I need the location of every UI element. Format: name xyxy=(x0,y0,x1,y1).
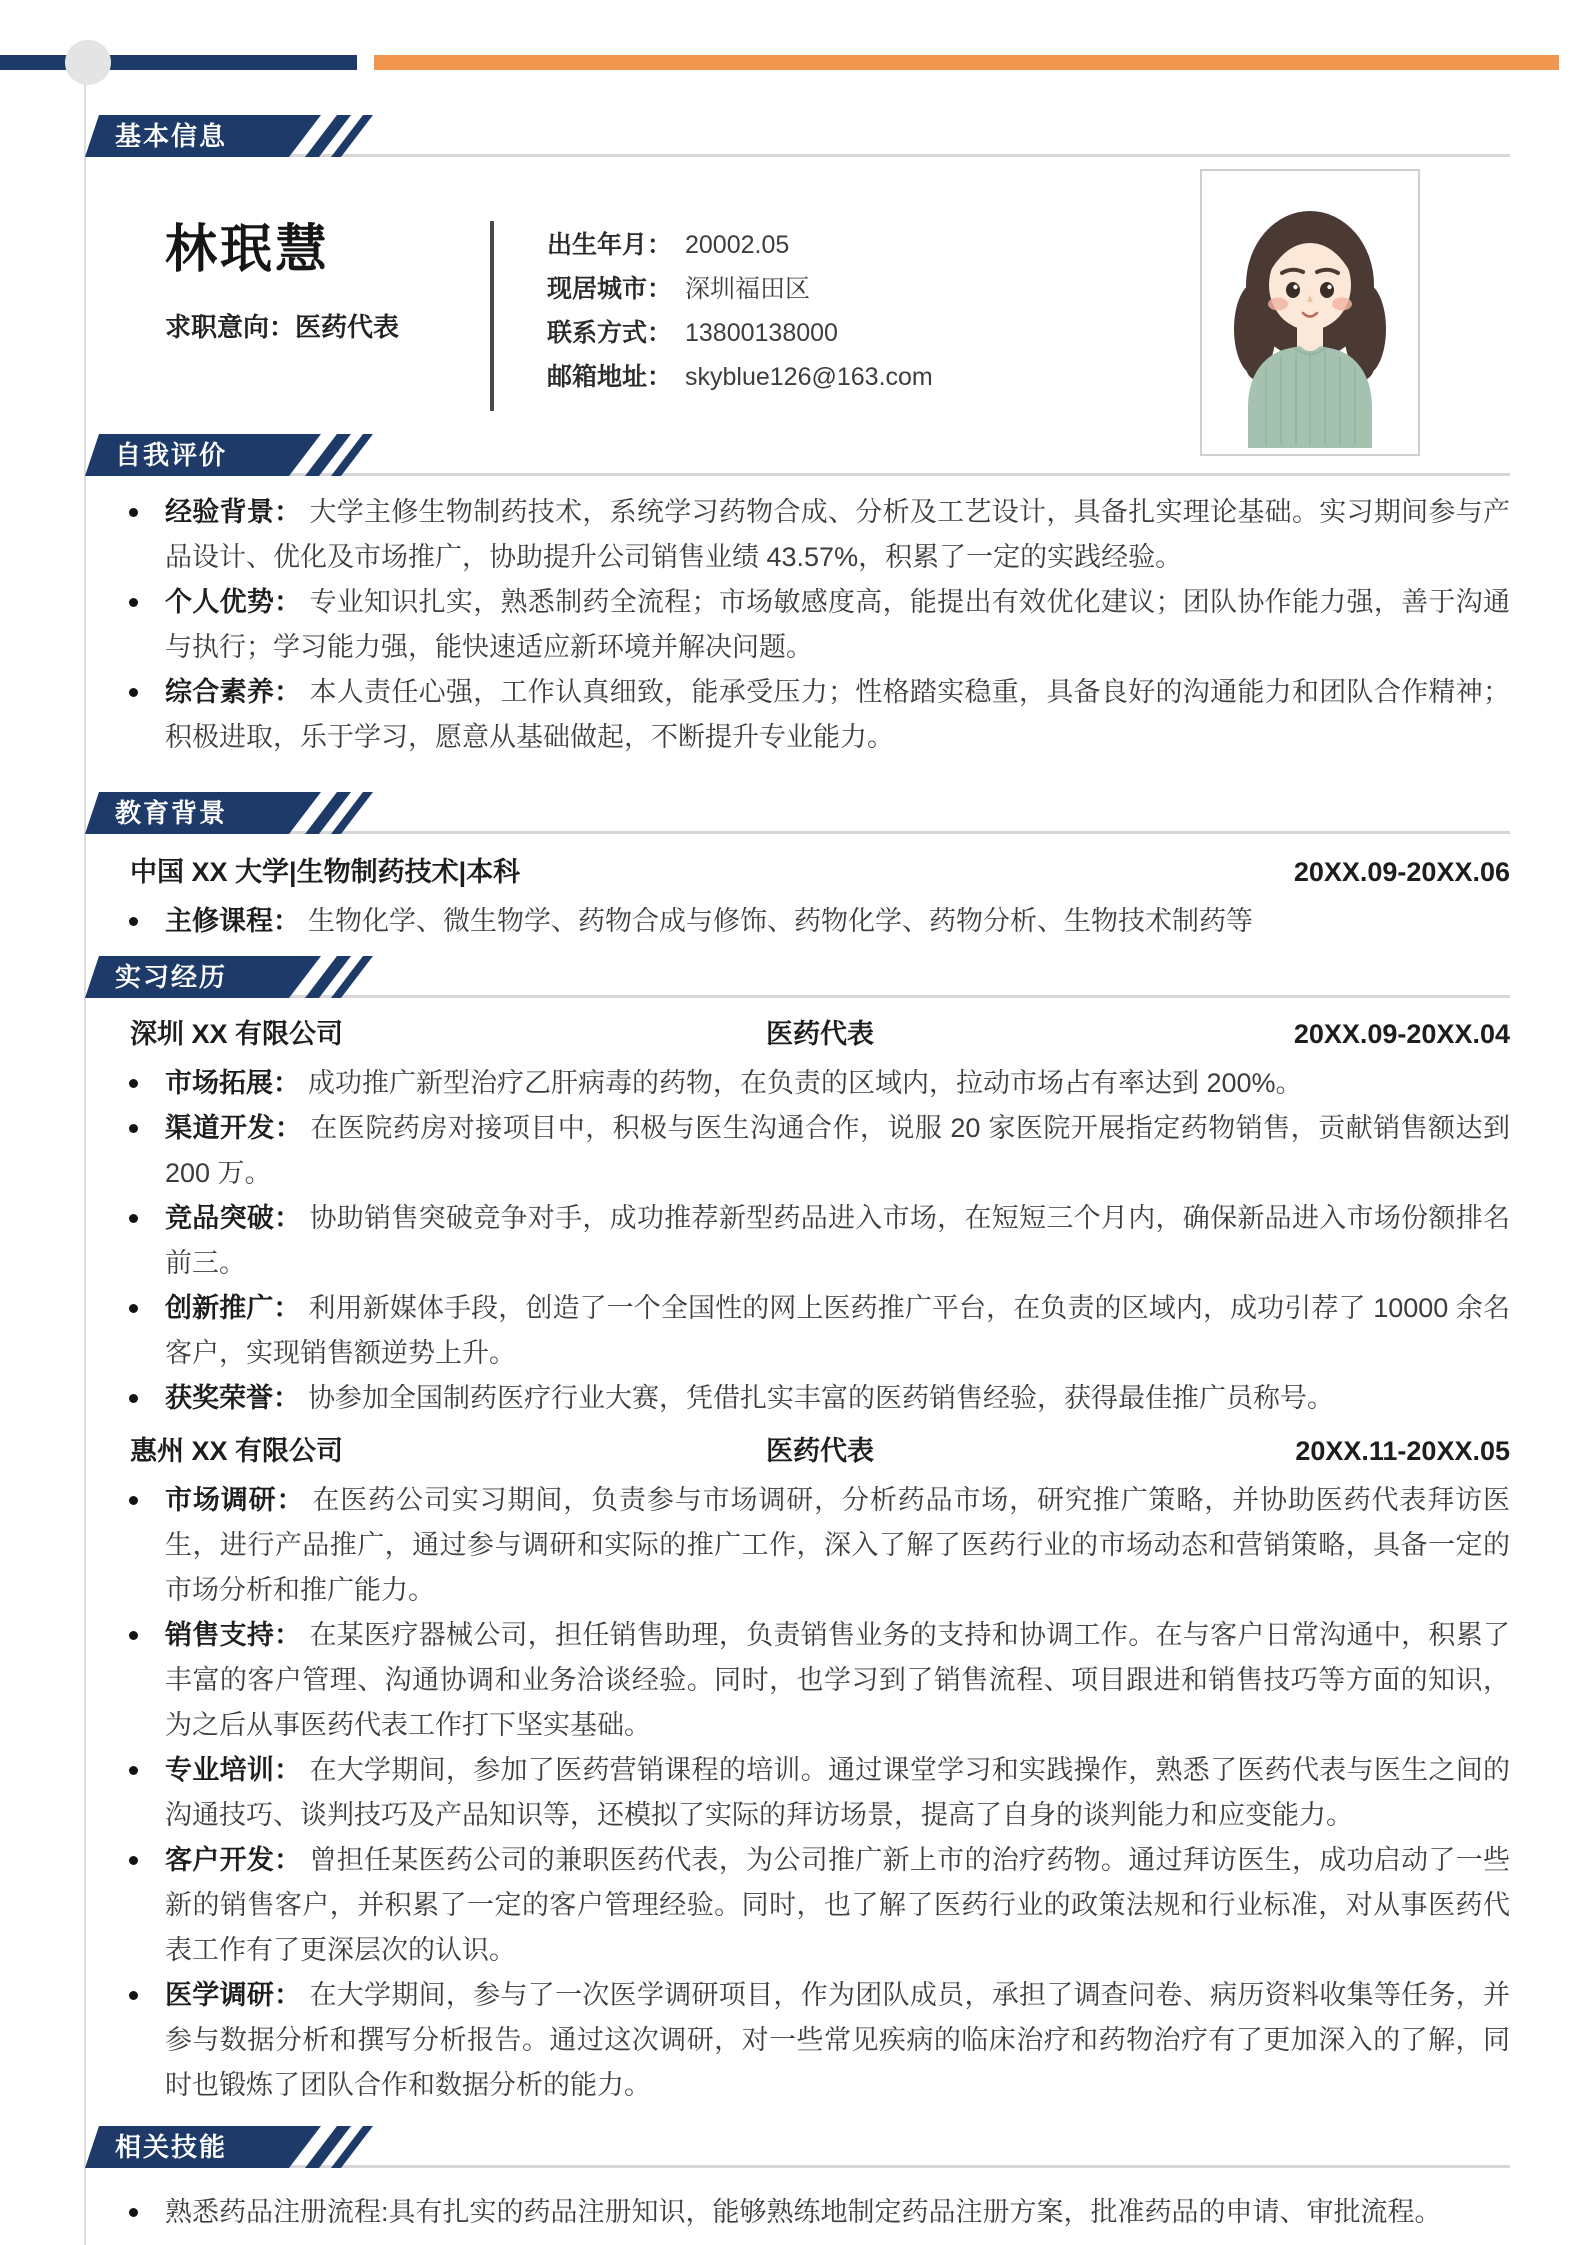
bullet-item xyxy=(85,2190,1510,2235)
bullet-lead: 市场调研： xyxy=(165,1485,305,1515)
bullet-item xyxy=(85,1613,1510,1748)
job-title: 医药代表 xyxy=(766,1019,874,1049)
section-title: 自我评价 xyxy=(115,440,228,470)
bullet-text: 大学主修生物制药技术，系统学习药物合成、分析及工艺设计，具备扎实理论基础。实习期间参与产品设计、优化及市场推广，协助提升公司销售业绩 43.57%，积累了一定的实践经验。 xyxy=(165,497,1511,572)
basic-info-block xyxy=(85,171,1510,434)
bullet-text: 利用新媒体手段，创造了一个全国性的网上医药推广平台，在负责的区域内，成功引荐了 10000 余名客户，实现销售额逆势上升。 xyxy=(165,1293,1510,1368)
section-header-internship xyxy=(85,956,1510,998)
bullet-text: 生物化学、微生物学、药物合成与修饰、药物化学、药物分析、生物技术制药等 xyxy=(308,906,1253,936)
education-course-list xyxy=(85,899,1510,944)
contact-field-row xyxy=(547,267,933,311)
bullet-item xyxy=(85,1973,1510,2108)
bullet-text: 协参加全国制药医疗行业大赛，凭借扎实丰富的医药销售经验，获得最佳推广员称号。 xyxy=(308,1383,1334,1413)
field-value: 深圳福田区 xyxy=(685,275,811,303)
education-date: 20XX.09-20XX.06 xyxy=(1293,857,1510,887)
bullet-text: 成功推广新型治疗乙肝病毒的药物，在负责的区域内，拉动市场占有率达到 200%。 xyxy=(308,1068,1303,1098)
field-value: skyblue126@163.com xyxy=(685,363,933,391)
section-internship xyxy=(85,956,1510,2108)
bullet-lead: 竞品突破： xyxy=(165,1203,302,1233)
person-name: 林珉慧 xyxy=(165,221,331,279)
bullet-item xyxy=(85,1196,1510,1286)
field-label: 出生年月： xyxy=(547,231,673,259)
avatar-illustration-icon xyxy=(1208,177,1412,448)
section-title: 相关技能 xyxy=(115,2132,228,2162)
contact-field-row xyxy=(547,311,933,355)
top-circle-decoration xyxy=(65,40,111,85)
company-1-achievements xyxy=(85,1061,1510,1421)
skills-list xyxy=(85,2190,1510,2235)
bullet-lead: 综合素养： xyxy=(165,677,302,707)
bullet-item xyxy=(85,1061,1510,1106)
section-header-skills xyxy=(85,2126,1510,2168)
bullet-lead: 客户开发： xyxy=(165,1845,302,1875)
self-evaluation-list xyxy=(85,490,1510,760)
section-title: 教育背景 xyxy=(115,798,228,828)
bullet-item xyxy=(85,1748,1510,1838)
bullet-text: 在医药公司实习期间，负责参与市场调研，分析药品市场，研究推广策略，并协助医药代表拜访医生，进行产品推广，通过参与调研和实际的推广工作，深入了解了医药行业的市场动态和营销策略，具备一定的市场分析和推广能力。 xyxy=(165,1485,1511,1605)
bullet-text: 在大学期间，参与了一次医学调研项目，作为团队成员，承担了调查问卷、病历资料收集等任务，并参与数据分析和撰写分析报告。通过这次调研，对一些常见疾病的临床治疗和药物治疗有了更加深入的了解，同时也锻炼了团队合作和数据分析的能力。 xyxy=(165,1980,1511,2100)
bullet-lead: 创新推广： xyxy=(165,1293,301,1323)
company-2-achievements xyxy=(85,1478,1510,2108)
contact-info xyxy=(547,223,933,399)
bullet-lead: 市场拓展： xyxy=(165,1068,300,1098)
field-value: 13800138000 xyxy=(685,319,838,347)
contact-field-row xyxy=(547,355,933,399)
bullet-item xyxy=(85,490,1510,580)
section-education xyxy=(85,792,1510,944)
info-divider xyxy=(490,221,494,411)
bullet-item xyxy=(85,580,1510,670)
field-label: 邮箱地址： xyxy=(547,363,673,391)
company-entry xyxy=(85,1429,1510,1474)
bullet-item xyxy=(85,1478,1510,1613)
bullet-text: 在大学期间，参加了医药营销课程的培训。通过课堂学习和实践操作，熟悉了医药代表与医生之间的沟通技巧、谈判技巧及产品知识等，还模拟了实际的拜访场景，提高了自身的谈判能力和应变能力。 xyxy=(165,1755,1511,1830)
bullet-text: 在医院药房对接项目中，积极与医生沟通合作，说服 20 家医院开展指定药物销售，贡献销售额达到 200 万。 xyxy=(165,1113,1511,1188)
job-date: 20XX.09-20XX.04 xyxy=(1293,1019,1510,1049)
bullet-item xyxy=(85,670,1510,760)
bullet-item xyxy=(85,899,1510,944)
bullet-item xyxy=(85,1286,1510,1376)
bullet-text: 本人责任心强，工作认真细致，能承受压力；性格踏实稳重，具备良好的沟通能力和团队合作精神；积极进取，乐于学习，愿意从基础做起，不断提升专业能力。 xyxy=(165,677,1511,752)
section-self-evaluation xyxy=(85,434,1510,760)
section-title: 实习经历 xyxy=(115,962,228,992)
section-header-basic-info xyxy=(85,115,1510,157)
job-title: 医药代表 xyxy=(766,1436,874,1466)
name-block xyxy=(165,221,399,344)
bullet-lead: 医学调研： xyxy=(165,1980,302,2010)
bullet-lead: 经验背景： xyxy=(165,497,302,527)
bullet-text: 曾担任某医药公司的兼职医药代表，为公司推广新上市的治疗药物。通过拜访医生，成功启动了一些新的销售客户，并积累了一定的客户管理经验。同时，也了解了医药行业的政策法规和行业标准，对从事医药代表工作有了更深层次的认识。 xyxy=(165,1845,1511,1965)
contact-field-list xyxy=(547,223,933,399)
field-value: 20002.05 xyxy=(685,231,790,259)
bullet-text: 专业知识扎实，熟悉制药全流程；市场敏感度高，能提出有效优化建议；团队协作能力强，善于沟通与执行；学习能力强，能快速适应新环境并解决问题。 xyxy=(165,587,1511,662)
bullet-lead: 主修课程： xyxy=(165,906,300,936)
bullet-item xyxy=(85,1838,1510,1973)
job-date: 20XX.11-20XX.05 xyxy=(1295,1436,1510,1466)
bullet-lead: 专业培训： xyxy=(165,1755,302,1785)
bullet-item xyxy=(85,1106,1510,1196)
company-name: 惠州 XX 有限公司 xyxy=(130,1436,344,1466)
section-header-education xyxy=(85,792,1510,834)
company-name: 深圳 XX 有限公司 xyxy=(130,1019,344,1049)
profile-photo xyxy=(1200,169,1420,456)
job-intention: 求职意向：医药代表 xyxy=(165,311,400,342)
school-degree: 中国 XX 大学|生物制药技术|本科 xyxy=(130,857,521,887)
education-entry xyxy=(85,850,1510,895)
bullet-lead: 渠道开发： xyxy=(165,1113,303,1143)
bullet-lead: 获奖荣誉： xyxy=(165,1383,300,1413)
field-label: 联系方式： xyxy=(547,319,673,347)
section-skills xyxy=(85,2126,1510,2235)
field-label: 现居城市： xyxy=(547,275,673,303)
bullet-item xyxy=(85,1376,1510,1421)
bullet-text: 熟悉药品注册流程:具有扎实的药品注册知识，能够熟练地制定药品注册方案，批准药品的申请、审批流程。 xyxy=(165,2197,1442,2227)
company-entry xyxy=(85,1012,1510,1057)
bullet-text: 在某医疗器械公司，担任销售助理，负责销售业务的支持和协调工作。在与客户日常沟通中，积累了丰富的客户管理、沟通协调和业务洽谈经验。同时，也学习到了销售流程、项目跟进和销售技巧等方面的知识，为之后从事医药代表工作打下坚实基础。 xyxy=(165,1620,1511,1740)
bullet-lead: 销售支持： xyxy=(165,1620,302,1650)
resume-content xyxy=(85,0,1510,2235)
bullet-text: 协助销售突破竞争对手，成功推荐新型药品进入市场，在短短三个月内，确保新品进入市场份额排名前三。 xyxy=(165,1203,1511,1278)
section-title: 基本信息 xyxy=(115,121,228,151)
contact-field-row xyxy=(547,223,933,267)
bullet-lead: 个人优势： xyxy=(165,587,302,617)
